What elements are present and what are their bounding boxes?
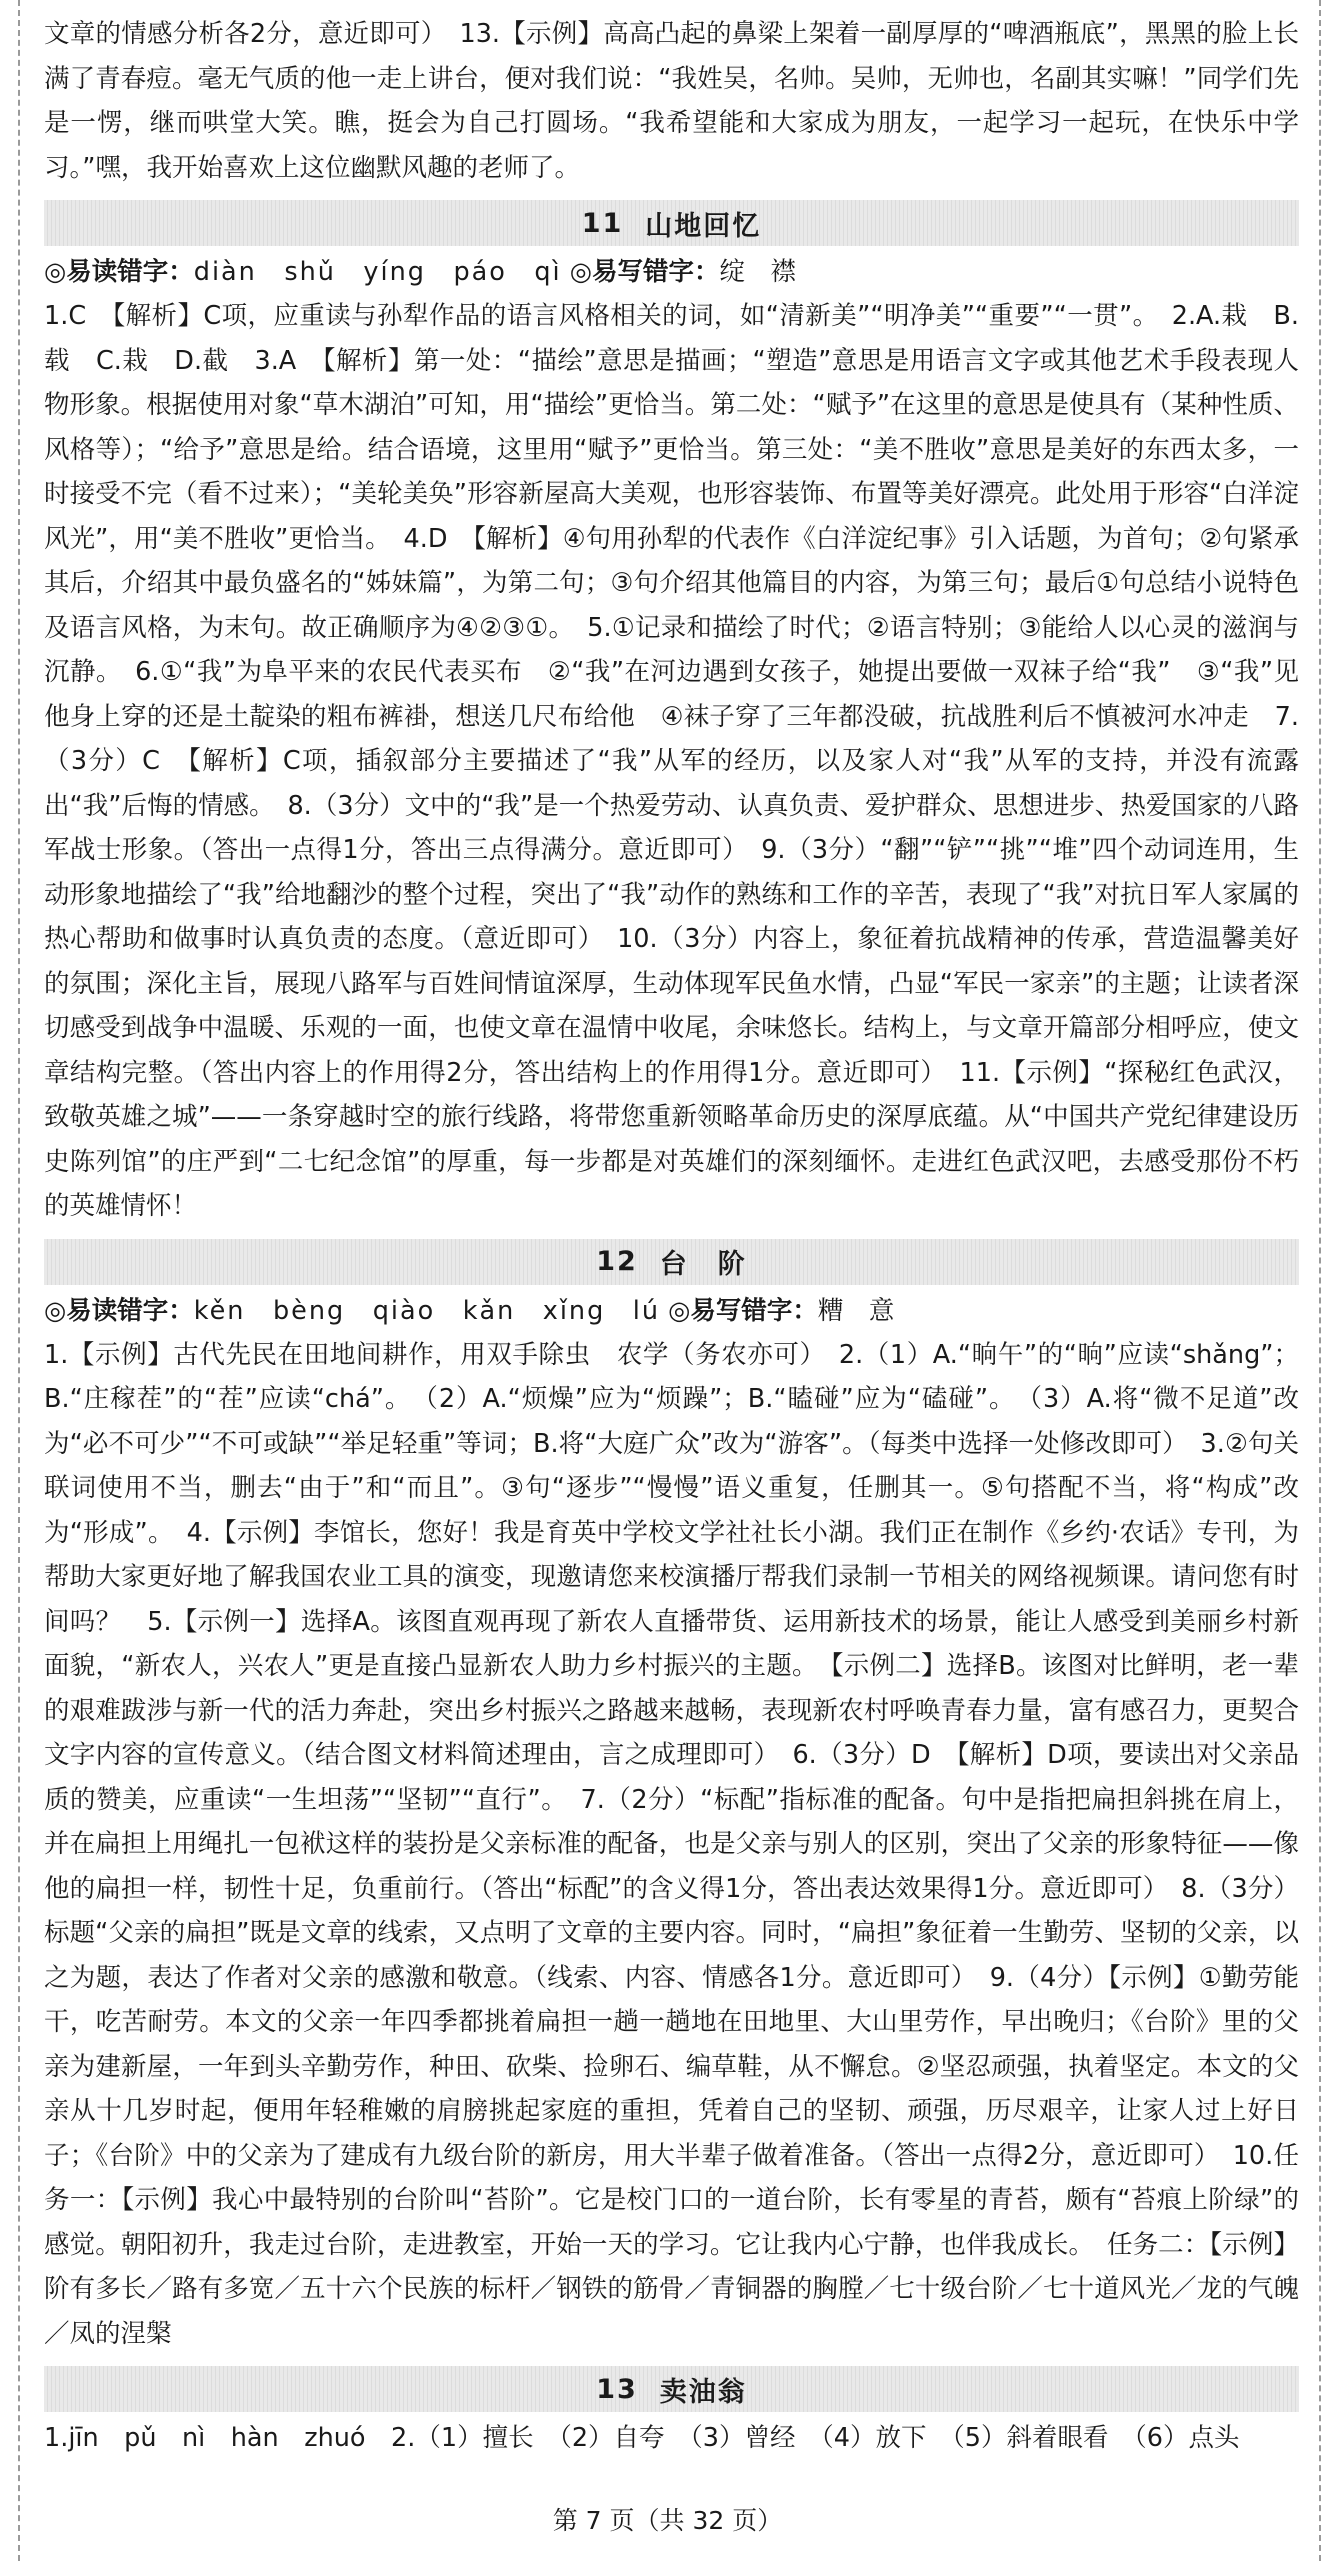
section-12-read-label: ◎易读错字： [44,1295,194,1326]
section-12-title-bar [44,1239,1299,1285]
section-12-typo-line [44,1289,1299,1333]
section-13-answers: 1.jīn pǔ nì hàn zhuó 2.（1）擅长 （2）自夸 （3）曾经 （4）放下 （5）斜着眼看 （6）点头 [44,2423,1240,2453]
section-11-write-chars: 绽 襟 [719,257,797,287]
page-number-footer: 第 7 页（共 32 页） [552,2506,783,2535]
answer-page [44,12,1299,2461]
section-11-answers: 1.C 【解析】C项，应重读与孙犁作品的语言风格相关的词，如“清新美”“明净美”“重要”“一贯”。 2.A.栽 B.载 C.栽 D.截 3.A 【解析】第一处：“描绘”意思是描画；“塑造”意思是用语言文字或其他艺术手段表现人物形象。根据使用对象“草木湖泊”可知，用“描绘”更恰当。第二处：“赋予”在这里的意思是使具有（某种性质、风格等）；“给予”意思是给。结合语境，这里用“赋予”更恰当。第三处：“美不胜收”意思是美好的东西太多，一时接受不完（看不过来）；“美轮美奂”形容新屋高大美观，也形容装饰、布置等美好漂亮。此处用于形容“白洋淀风光”，用“美不胜收”更恰当。 4.D 【解析】④句用孙犁的代表作《白洋淀纪事》引入话题，为首句；②句紧承其后，介绍其中最负盛名的“姊妹篇”，为第二句；③句介绍其他篇目的内容，为第三句；最后①句总结小说特色及语言风格，为末句。故正确顺序为④②③①。 5.①记录和描绘了时代；②语言特别；③能给人以心灵的滋润与沉静。 6.①“我”为阜平来的农民代表买布 ②“我”在河边遇到女孩子，她提出要做一双袜子给“我” ③“我”见他身上穿的还是土靛染的粗布裤褂，想送几尺布给他 ④袜子穿了三年都没破，抗战胜利后不慎被河水冲走 7.（3分）C 【解析】C项，插叙部分主要描述了“我”从军的经历，以及家人对“我”从军的支持，并没有流露出“我”后悔的情感。 8.（3分）文中的“我”是一个热爱劳动、认真负责、爱护群众、思想进步、热爱国家的八路军战士形象。（答出一点得1分，答出三点得满分。意近即可） 9.（3分）“翻”“铲”“挑”“堆”四个动词连用，生动形象地描绘了“我”给地翻沙的整个过程，突出了“我”动作的熟练和工作的辛苦，表现了“我”对抗日军人家属的热心帮助和做事时认真负责的态度。（意近即可） 10.（3分）内容上，象征着抗战精神的传承，营造温馨美好的氛围；深化主旨，展现八路军与百姓间情谊深厚，生动体现军民鱼水情，凸显“军民一家亲”的主题；让读者深切感受到战争中温暖、乐观的一面，也使文章在温情中收尾，余味悠长。结构上，与文章开篇部分相呼应，使文章结构完整。（答出内容上的作用得2分，答出结构上的作用得1分。意近即可） 11.【示例】“探秘红色武汉，致敬英雄之城”——一条穿越时空的旅行线路，将带您重新领略革命历史的深厚底蕴。从“中国共产党纪律建设历史陈列馆”的庄严到“二七纪念馆”的厚重，每一步都是对英雄们的深刻缅怀。走进红色武汉吧，去感受那份不朽的英雄情怀！ [44,301,1299,1221]
section-13-title: 卖油翁 [659,2376,747,2408]
section-13-number: 13 [596,2373,638,2405]
section-11-write-label: ◎易写错字： [569,257,720,287]
section-12-read-pinyin: kěn bèng qiào kǎn xǐng lú [193,1295,661,1326]
section-12-number: 12 [596,1246,638,1277]
continued-answer-paragraph: 文章的情感分析各2分，意近即可） 13.【示例】高高凸起的鼻梁上架着一副厚厚的“啤酒瓶底”，黑黑的脸上长满了青春痘。毫无气质的他一走上讲台，便对我们说：“我姓吴，名帅。吴帅，无帅也，名副其实嘛！”同学们先是一愣，继而哄堂大笑。瞧，挺会为自己打圆场。“我希望能和大家成为朋友，一起学习一起玩，在快乐中学习。”嘿，我开始喜欢上这位幽默风趣的老师了。 [44,19,1299,183]
section-11-read-pinyin: diàn shǔ yíng páo qì [193,257,562,287]
section-12-write-chars: 糟 意 [817,1295,895,1326]
section-11-title: 山地回忆 [645,210,762,242]
section-12-write-label: ◎易写错字： [668,1295,818,1326]
section-11-read-label: ◎易读错字： [44,257,194,287]
section-11-title-bar [44,200,1299,246]
section-13-title-bar [44,2366,1299,2412]
binding-line-left [18,0,20,2561]
section-11-typo-line [44,250,1299,294]
section-12-answers: 1.【示例】古代先民在田地间耕作，用双手除虫 农学（务农亦可） 2.（1）A.“晌午”的“晌”应读“shǎng”；B.“庄稼茬”的“茬”应读“chá”。 （2）A.“烦燥”应为“烦躁”；B.“瞌碰”应为“磕碰”。 （3）A.将“微不足道”改为“必不可少”“不可或缺”“举足轻重”等词；B.将“大庭广众”改为“游客”。（每类中选择一处修改即可） 3.②句关联词使用不当，删去“由于”和“而且”。③句“逐步”“慢慢”语义重复，任删其一。⑤句搭配不当，将“构成”改为“形成”。 4.【示例】李馆长，您好！我是育英中学校文学社社长小湖。我们正在制作《乡约·农话》专刊，为帮助大家更好地了解我国农业工具的演变，现邀请您来校演播厅帮我们录制一节相关的网络视频课。请问您有时间吗？ 5.【示例一】选择A。该图直观再现了新农人直播带货、运用新技术的场景，能让人感受到美丽乡村新面貌，“新农人，兴农人”更是直接凸显新农人助力乡村振兴的主题。 【示例二】选择B。该图对比鲜明，老一辈的艰难跋涉与新一代的活力奔赴，突出乡村振兴之路越来越畅，表现新农村呼唤青春力量，富有感召力，更契合文字内容的宣传意义。（结合图文材料简述理由，言之成理即可） 6.（3分）D 【解析】D项，要读出对父亲品质的赞美，应重读“一生坦荡”“坚韧”“直行”。 7.（2分）“标配”指标准的配备。句中是指把扁担斜挑在肩上，并在扁担上用绳扎一包袱这样的装扮是父亲标准的配备，也是父亲与别人的区别，突出了父亲的形象特征——像他的扁担一样，韧性十足，负重前行。（答出“标配”的含义得1分，答出表达效果得1分。意近即可） 8.（3分）标题“父亲的扁担”既是文章的线索，又点明了文章的主要内容。同时，“扁担”象征着一生勤劳、坚韧的父亲，以之为题，表达了作者对父亲的感激和敬意。（线索、内容、情感各1分。意近即可） 9.（4分）【示例】①勤劳能干，吃苦耐劳。本文的父亲一年四季都挑着扁担一趟一趟地在田地里、大山里劳作，早出晚归；《台阶》里的父亲为建新屋，一年到头辛勤劳作，种田、砍柴、捡卵石、编草鞋，从不懈怠。②坚忍顽强，执着坚定。本文的父亲从十几岁时起，便用年轻稚嫩的肩膀挑起家庭的重担，凭着自己的坚韧、顽强，历尽艰辛，让家人过上好日子；《台阶》中的父亲为了建成有九级台阶的新房，用大半辈子做着准备。（答出一点得2分，意近即可） 10.任务一：【示例】我心中最特别的台阶叫“苔阶”。它是校门口的一道台阶，长有零星的青苔，颇有“苔痕上阶绿”的感觉。朝阳初升，我走过台阶，走进教室，开始一天的学习。它让我内心宁静，也伴我成长。 任务二：【示例】阶有多长／路有多宽／五十六个民族的标杆／钢铁的筋骨／青铜器的胸膛／七十级台阶／七十道风光／龙的气魄／凤的涅槃 [44,1339,1299,2349]
binding-line-right [1319,0,1321,2561]
section-12-title: 台 阶 [659,1249,747,1280]
section-11-number: 11 [581,207,624,239]
